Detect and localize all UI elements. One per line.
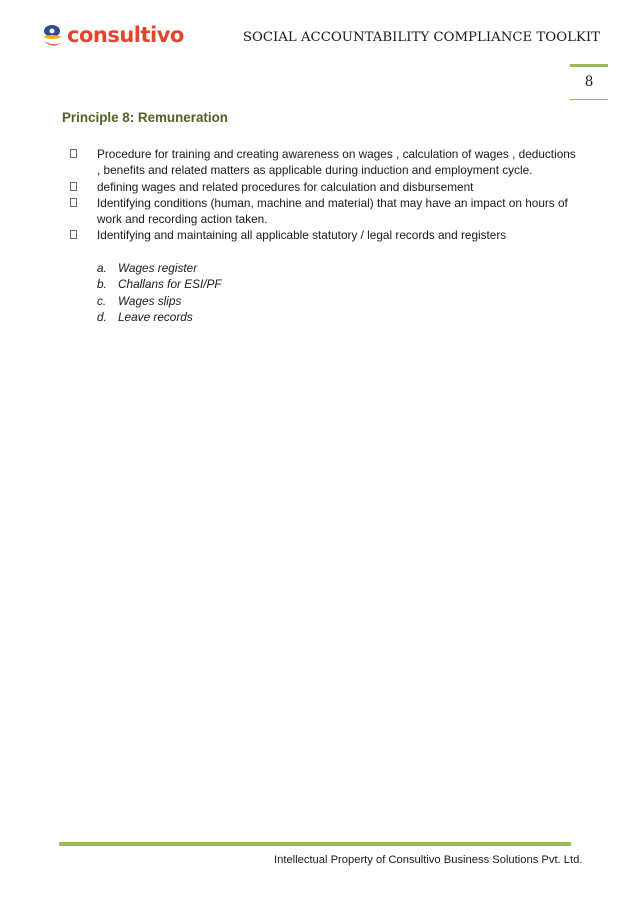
- sublist-item: [97, 309, 222, 325]
- sublist-item-text: Challans for ESI/PF: [118, 277, 222, 292]
- sublist-marker: d.: [97, 309, 107, 324]
- bullet-box-icon: [70, 149, 77, 158]
- list-item-text: Identifying conditions (human, machine and material) that may have an impact on hours of work and recording action taken.: [97, 195, 568, 227]
- page-number: 8: [584, 74, 594, 90]
- list-item: [62, 227, 582, 243]
- list-item-text: defining wages and related procedures for calculation and disbursement: [97, 179, 474, 194]
- bullet-box-icon: [70, 198, 77, 207]
- list-item: [62, 179, 582, 195]
- sublist-item-text: Wages slips: [118, 293, 182, 308]
- bullet-list: [62, 146, 582, 244]
- sublist-marker: b.: [97, 277, 107, 292]
- consultivo-logo: [40, 22, 184, 52]
- sublist-item: [97, 276, 222, 292]
- list-item: [62, 146, 582, 179]
- bullet-box-icon: [70, 230, 77, 239]
- list-item: [62, 195, 582, 228]
- records-sublist: [97, 260, 222, 325]
- list-item-text: Procedure for training and creating awareness on wages , calculation of wages , deductions , benefits and related matters as applicable during induction and employment cycle.: [97, 147, 576, 178]
- footer-text: Intellectual Property of Consultivo Business Solutions Pvt. Ltd.: [274, 854, 583, 866]
- footer-rule: [59, 842, 571, 846]
- document-title: SOCIAL ACCOUNTABILITY COMPLIANCE TOOLKIT: [242, 30, 600, 45]
- sublist-item-text: Wages register: [118, 261, 198, 275]
- page-number-bar: [570, 64, 608, 67]
- section-heading: Principle 8: Remuneration: [62, 110, 228, 125]
- bullet-box-icon: [70, 182, 77, 191]
- logo-mark-icon: [40, 22, 68, 52]
- list-item-text: Identifying and maintaining all applicable statutory / legal records and registers: [97, 228, 507, 243]
- page-number-rule: [570, 99, 608, 100]
- sublist-marker: c.: [97, 293, 107, 308]
- sublist-item-text: Leave records: [118, 309, 193, 324]
- logo-text: consultivo: [67, 23, 184, 47]
- sublist-item: [97, 260, 222, 276]
- sublist-marker: a.: [97, 261, 107, 275]
- sublist-item: [97, 293, 222, 309]
